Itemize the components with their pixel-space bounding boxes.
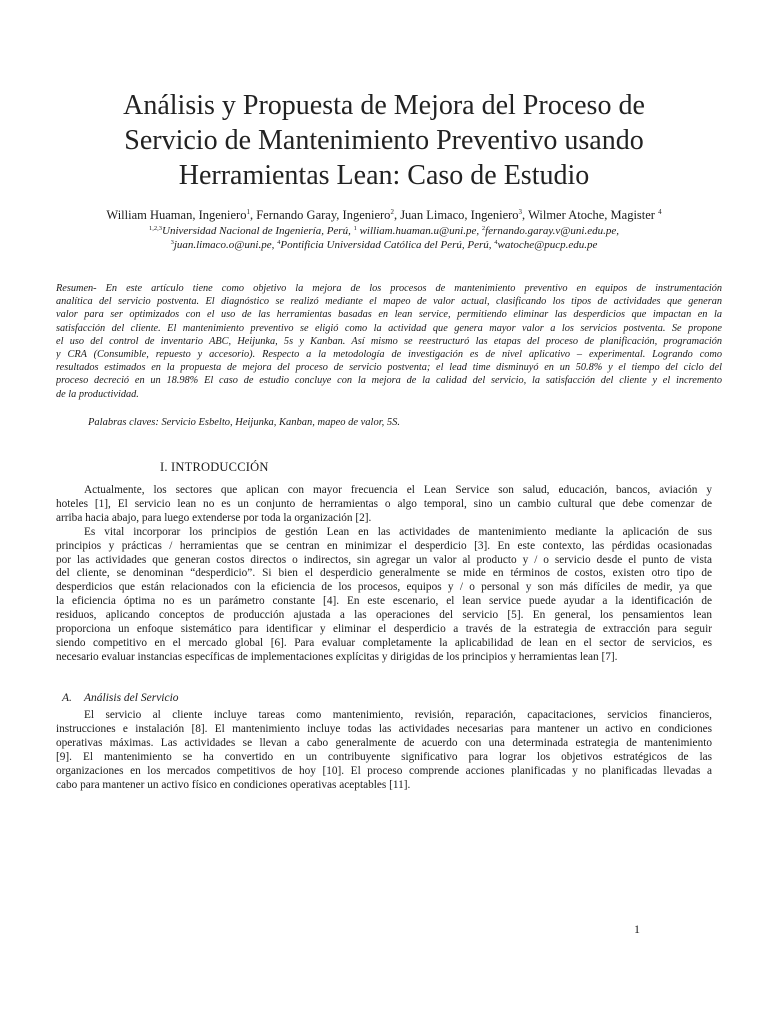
affil-mark: 1,2,3 [149,225,163,232]
title-line: Análisis y Propuesta de Mejora del Proceso de [123,90,645,121]
affil-email: fernando.garay.v@uni.edu.pe, [485,225,619,237]
abstract-line: valor para ser optimizados con el uso de las herramientas basadas en lean service, permitiendo eliminar las desperdicios que impactan en la [56,309,722,321]
title-line: Herramientas Lean: Caso de Estudio [178,160,590,191]
paragraph-line: siendo competitivo en el mercado global [6]. Para evaluar completamente la aplicabilidad de lean en el sector de servicios, es [56,636,712,649]
paragraph-line: desperdicios que están relacionados con la eficiencia de los procesos, equipos y / o personal y son más difíciles de medir, ya que [56,581,712,594]
author-name: Fernando Garay, Ingeniero [256,208,391,222]
page-number: 1 [634,922,640,936]
affil-mark: 3 [170,239,174,246]
author-name: Wilmer Atoche, Magister [528,208,655,222]
paper-title [60,88,708,193]
affil-mark: 4 [494,239,498,246]
affil-email: juan.limaco.o@uni.pe, [173,239,278,251]
paragraph-line: por las actividades que generan costos directos o indirectos, sin agregar un valor al producto y / o servicio desde el punto de vista [56,553,712,566]
title-line: Servicio de Mantenimiento Preventivo usando [124,125,644,156]
affiliation-line [60,224,708,238]
affil-mark: 2 [481,225,486,232]
affil-email: william.huaman.u@uni.pe, [356,225,482,237]
section-heading-introduccion: I. INTRODUCCIÓN [160,460,269,474]
paragraph-line: arriba hacia abajo, para luego extenderse por toda la organización [2]. [56,511,372,524]
abstract-line: y CRA (Consumible, repuesto y accesorio). Respecto a la metodología de investigación es de nivel aplicativo – experimental. Logrando como [56,349,722,361]
author-affil-mark: 2 [390,208,394,216]
paragraph-line: residuos, aplicando conceptos de producción ajustada a las operaciones del servicio [5]. En general, los pensamientos lean [56,609,712,622]
paragraph-line: del cliente, se denominan “desperdicio”. Si bien el desperdicio generalmente se mide en términos de costos, existen otro tipo de [56,567,712,580]
paragraph-line: la eficiencia óptima no es un parámetro constante [4]. En este escenario, el lean service puede ayudar a la identificación de [56,595,712,608]
subsection-heading [62,691,179,705]
paragraph-line: cabo para mantener un activo físico en condiciones operativas aceptables [11]. [56,778,411,791]
author-name: Juan Limaco, Ingeniero [400,208,519,222]
abstract-line: de la productividad. [56,388,139,400]
abstract-line: analítica del servicio postventa. El diagnóstico se realizó mediante el mapeo de valor actual, clasificando los tipos de actividades que generan [56,296,722,308]
abstract-line: resultados estimados en la propuesta de mejora del proceso de servicio postventa; el lead time disminuyó en un 50.8% y el tiempo del ciclo del [56,362,722,374]
keywords: Palabras claves: Servicio Esbelto, Heijunka, Kanban, mapeo de valor, 5S. [88,417,401,428]
paragraph-line: hoteles [1], El servicio lean no es un conjunto de herramientas o algo temporal, sino un cambio cultural que debe comenzar de [56,497,712,510]
abstract-line: satisfacción del cliente. El mantenimiento preventivo se eligió como la actividad que genera mayor valor a los servicios postventa. Se propone [56,322,722,334]
subsection-letter: A. [62,692,72,704]
subsection-title: Análisis del Servicio [84,692,179,704]
abstract [56,282,722,401]
introduction-body [56,484,712,665]
paragraph-line: Es vital incorporar los principios de gestión Lean en las actividades de mantenimiento mediante la aplicación de sus [84,525,712,538]
affiliation-line [60,238,708,252]
author-list: William Huaman, Ingeniero$^1$, Fernando Garay, Ingeniero$^2$, Juan Limaco, Ingeniero$^3$, Wilmer Atoche, Magister $^4$ [106,208,662,222]
affil-text: Pontificia Universidad Católica del Perú, Perú, [280,239,495,251]
abstract-line: Resumen- En este artículo tiene como objetivo la mejora de los procesos de mantenimiento preventivo en equipos de instrumentación [56,283,722,294]
author-affil-mark: 1 [246,208,250,216]
abstract-line: el uso del control de inventario ABC, Heijunka, 5s y Kanban. Así mismo se reestructuró las etapas del proceso de planificación, programación [56,335,722,347]
paragraph-line: principios y prácticas / herramientas que se centran en minimizar el desperdicio [3]. En este contexto, las pérdidas ocasionadas [56,539,712,552]
paragraph-line: necesario evaluar instancias específicas de implementaciones explícitas y dirigidas de los principios y herramientas lean [7]. [56,650,618,663]
paragraph-line: Actualmente, los sectores que aplican con mayor frecuencia el Lean Service son salud, educación, bancos, aviación y [84,484,712,496]
affil-mark: 4 [277,239,281,246]
affil-mark: 1 [353,225,357,232]
paragraph-line: operativas máximas. Las actividades se llevan a cabo generalmente de acuerdo con una determinada estrategia de mantenimiento [56,736,712,749]
service-analysis-body [56,709,712,792]
paragraph-line: [9]. El mantenimiento se ha convertido en un contribuyente significativo para lograr los objetivos estratégicos de las [56,750,712,763]
affil-email: watoche@pucp.edu.pe [497,239,598,251]
paragraph-line: proporciona un enfoque sistemático para identificar y eliminar el desperdicio a través de la estrategia de extracción para seguir [56,623,712,636]
paragraph-line: organizaciones en los mercados competitivos de hoy [10]. El proceso comprende acciones planificadas y no planificadas llevadas a [56,764,712,777]
author-name: William Huaman, Ingeniero [106,208,247,222]
paragraph-line: El servicio al cliente incluye tareas como mantenimiento, revisión, reparación, capacitaciones, servicios financieros, [84,709,712,721]
author-affil-mark: 3 [518,208,523,216]
paragraph-line: instrucciones e instalación [8]. El mantenimiento incluye todas las actividades necesarias para mantener un activo en condiciones [56,722,712,735]
author-affil-mark: 4 [658,208,662,216]
affil-text: Universidad Nacional de Ingeniería, Perú, [162,225,354,237]
affiliations [60,224,708,252]
abstract-line: proceso decreció en un 18.98% El caso de estudio concluye con la mejora de la calidad del servicio, la satisfacción del cliente y el incremento [56,375,722,387]
